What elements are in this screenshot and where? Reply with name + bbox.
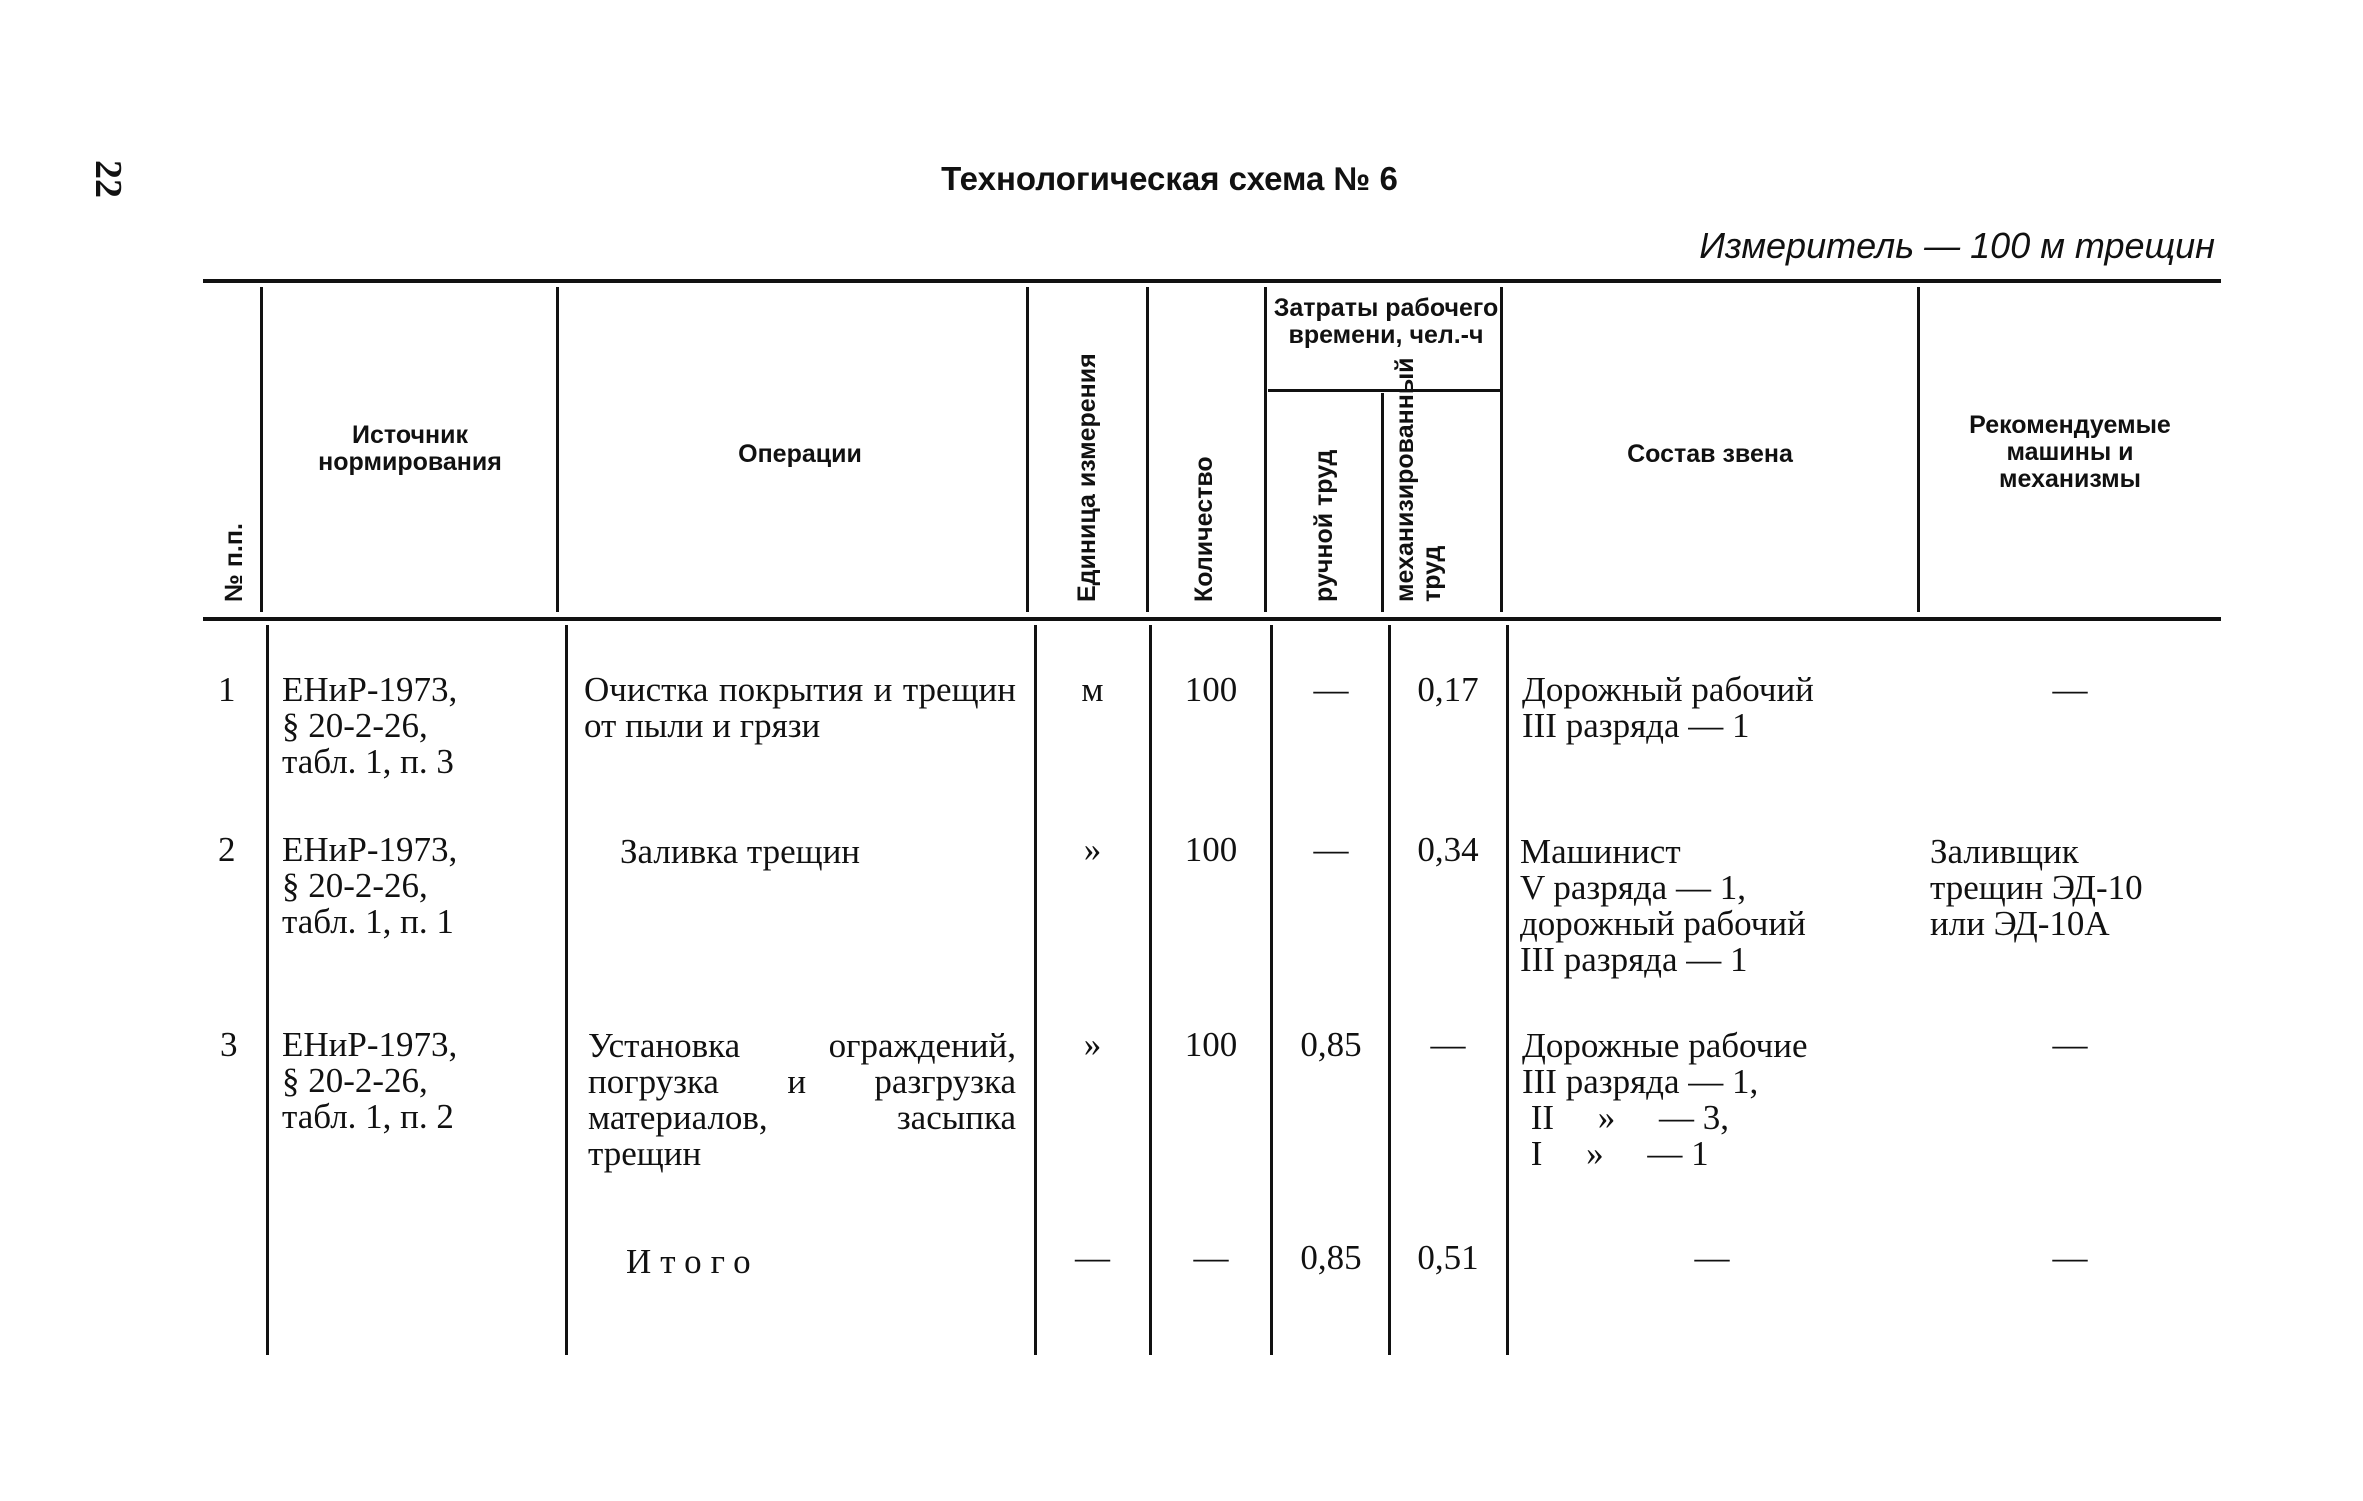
table-top-rule [203,279,2221,283]
row-unit: » [1083,830,1102,869]
header-divider [1500,287,1503,612]
row-quantity: 100 [1184,670,1238,709]
total-mechanized: 0,51 [1417,1238,1479,1277]
page-title [0,160,2361,198]
row-quantity: 100 [1184,1025,1238,1064]
header-num: № п.п. [220,523,248,602]
total-manual: 0,85 [1300,1238,1362,1277]
row-mechanized: 0,17 [1417,670,1479,709]
body-divider [1034,625,1037,1355]
row-operation: Очистка покрытия и трещин от пыли и грязи [584,670,1016,745]
header-crew-text: Состав звена [1627,440,1793,468]
total-unit: — [1075,1238,1110,1277]
title-text: Технологическая схема № 6 [941,160,1398,197]
header-divider [260,287,263,612]
row-source: ЕНиР-1973, § 20-2-26, табл. 1, п. 2 [282,1025,458,1136]
header-bottom-rule [203,617,2221,621]
header-quantity: Количество [1190,456,1218,602]
row-manual: — [1313,670,1349,709]
row-quantity: 100 [1184,830,1238,869]
header-operations [600,441,1000,468]
header-manual: ручной труд [1310,449,1338,602]
labor-group-rule [1268,389,1500,392]
body-divider [1388,625,1391,1355]
page-number: 22 [87,160,129,198]
body-divider [1506,625,1509,1355]
row-unit: м [1081,670,1104,709]
header-divider [1917,287,1920,612]
total-crew: — [1694,1238,1730,1277]
header-divider [1381,393,1384,612]
body-divider [266,625,269,1355]
body-divider [1149,625,1152,1355]
row-manual: — [1313,830,1349,869]
header-machines [1935,412,2205,493]
header-crew [1520,441,1900,468]
header-source-text: Источник нормирования [318,421,502,476]
body-divider [1270,625,1273,1355]
row-operation: Заливка трещин [620,832,861,871]
total-quantity: — [1193,1238,1229,1277]
header-divider [1264,287,1267,612]
total-machines: — [2052,1238,2088,1277]
row-crew: Машинист V разряда — 1, дорожный рабочий III разряда — 1 [1520,832,1806,979]
row-num: 3 [220,1025,238,1064]
header-divider [1146,287,1149,612]
row-mechanized: — [1430,1025,1466,1064]
header-mechanized [1391,357,1492,602]
header-labor-group [1272,295,1500,349]
row-crew: Дорожный рабочий III разряда — 1 [1522,670,1814,745]
header-source [285,422,535,476]
row-source: ЕНиР-1973, § 20-2-26, табл. 1, п. 1 [282,830,458,941]
header-operations-text: Операции [738,440,862,468]
row-crew: Дорожные рабочие III разряда — 1, II » — 3, I » — 1 [1522,1026,1808,1173]
body-divider [565,625,568,1355]
row-manual: 0,85 [1300,1025,1362,1064]
row-machines: — [2052,670,2088,709]
header-unit: Единица измерения [1073,353,1101,602]
total-label: Итого [626,1242,760,1281]
row-unit: » [1083,1025,1102,1064]
row-machines: Заливщик трещин ЭД-10 или ЭД-10А [1930,832,2143,943]
row-machines: — [2052,1025,2088,1064]
header-mechanized-text: механизированный труд [1391,357,1446,602]
row-mechanized: 0,34 [1417,830,1479,869]
measure-caption: Измеритель — 100 м трещин [1699,225,2215,266]
header-machines-text: Рекомендуемые машины и механизмы [1969,411,2171,493]
row-num: 1 [218,670,236,709]
row-source: ЕНиР-1973, § 20-2-26, табл. 1, п. 3 [282,670,458,781]
row-num: 2 [218,830,236,869]
header-labor-group-text: Затраты рабочего времени, чел.-ч [1273,294,1499,349]
header-divider [1026,287,1029,612]
header-divider [556,287,559,612]
row-operation: Установка ограждений, погрузка и разгрузка материалов, засыпка трещин [588,1026,1016,1173]
